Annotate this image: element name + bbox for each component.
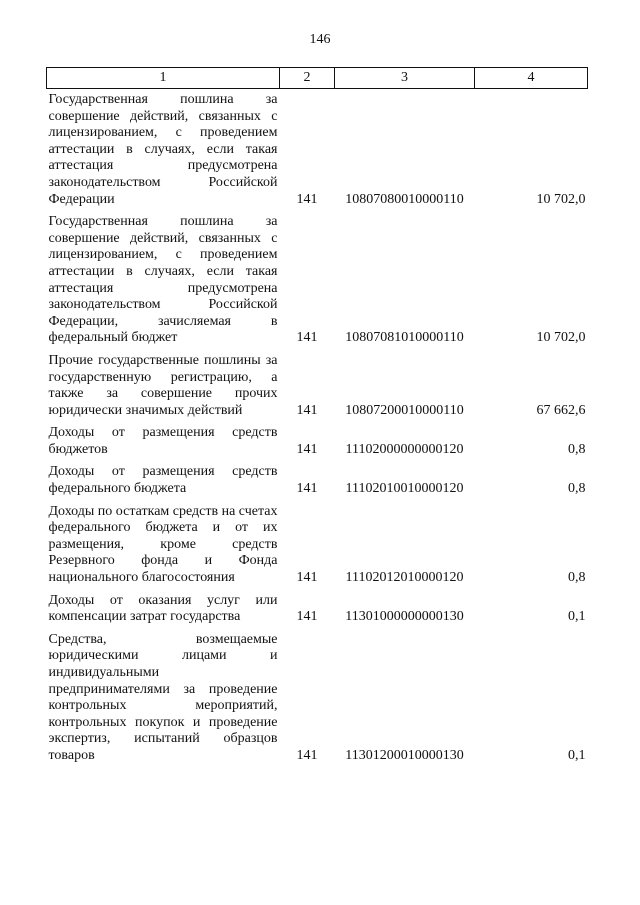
table-row [47, 498, 588, 587]
table-row [47, 458, 588, 497]
income-name: Доходы от оказания услуг или компенсации затрат государства [48, 592, 278, 625]
admin-code: 141 [296, 747, 318, 763]
budget-table [46, 67, 588, 765]
admin-code: 141 [296, 330, 318, 346]
income-name: Доходы по остаткам средств на счетах федерального бюджета и от их размещения, кроме средств Резервного фонда и Фонда национального благосостояния [48, 503, 278, 586]
header-col-4: 4 [475, 68, 588, 89]
budget-classification-code: 11102000000000120 [345, 441, 464, 457]
amount: 0,8 [568, 481, 586, 497]
admin-code: 141 [296, 481, 318, 497]
budget-classification-code: 10807200010000110 [345, 402, 464, 418]
budget-classification-code: 11102010010000120 [345, 481, 464, 497]
admin-code: 141 [296, 191, 318, 207]
income-name: Доходы от размещения средств бюджетов [48, 425, 278, 457]
budget-classification-code: 11301200010000130 [345, 747, 464, 763]
table-row [47, 208, 588, 347]
budget-classification-code: 11102012010000120 [345, 570, 464, 586]
admin-code: 141 [296, 609, 318, 625]
header-col-3: 3 [335, 68, 475, 89]
income-name: Прочие государственные пошлины за государственную регистрацию, а также за совершение прочих юридически значимых действий [48, 352, 278, 418]
table-row [47, 587, 588, 626]
income-name: Доходы от размещения средств федерального бюджета [48, 464, 278, 497]
budget-classification-code: 11301000000000130 [345, 609, 464, 625]
amount: 10 702,0 [536, 330, 586, 346]
table-row [47, 347, 588, 419]
table-row [47, 419, 588, 458]
table-row [47, 626, 588, 765]
amount: 10 702,0 [536, 191, 586, 207]
table-header-row [47, 68, 588, 89]
admin-code: 141 [296, 402, 318, 418]
amount: 0,1 [568, 609, 586, 625]
budget-classification-code: 10807081010000110 [345, 330, 464, 346]
budget-classification-code: 10807080010000110 [345, 191, 464, 207]
admin-code: 141 [296, 570, 318, 586]
admin-code: 141 [296, 441, 318, 457]
header-col-1: 1 [47, 68, 280, 89]
income-name: Государственная пошлина за совершение действий, связанных с лицензированием, с проведением аттестации в случаях, если такая аттестация предусмотрена законодательством Российской Федерации [48, 92, 278, 207]
header-col-2: 2 [280, 68, 335, 89]
amount: 0,8 [568, 570, 586, 586]
amount: 67 662,6 [536, 402, 586, 418]
amount: 0,1 [568, 747, 586, 763]
income-name: Средства, возмещаемые юридическими лицами и индивидуальными предпринимателями за проведение контрольных мероприятий, контрольных покупок и проведение экспертиз, испытаний образцов товаров [48, 631, 278, 763]
amount: 0,8 [568, 441, 586, 457]
page-number: 146 [309, 32, 331, 47]
table-row [47, 89, 588, 209]
income-name: Государственная пошлина за совершение действий, связанных с лицензированием, с проведением аттестации в случаях, если такая аттестация предусмотрена законодательством Российской Федерации, зачисляемая в федеральный бюджет [48, 214, 278, 346]
